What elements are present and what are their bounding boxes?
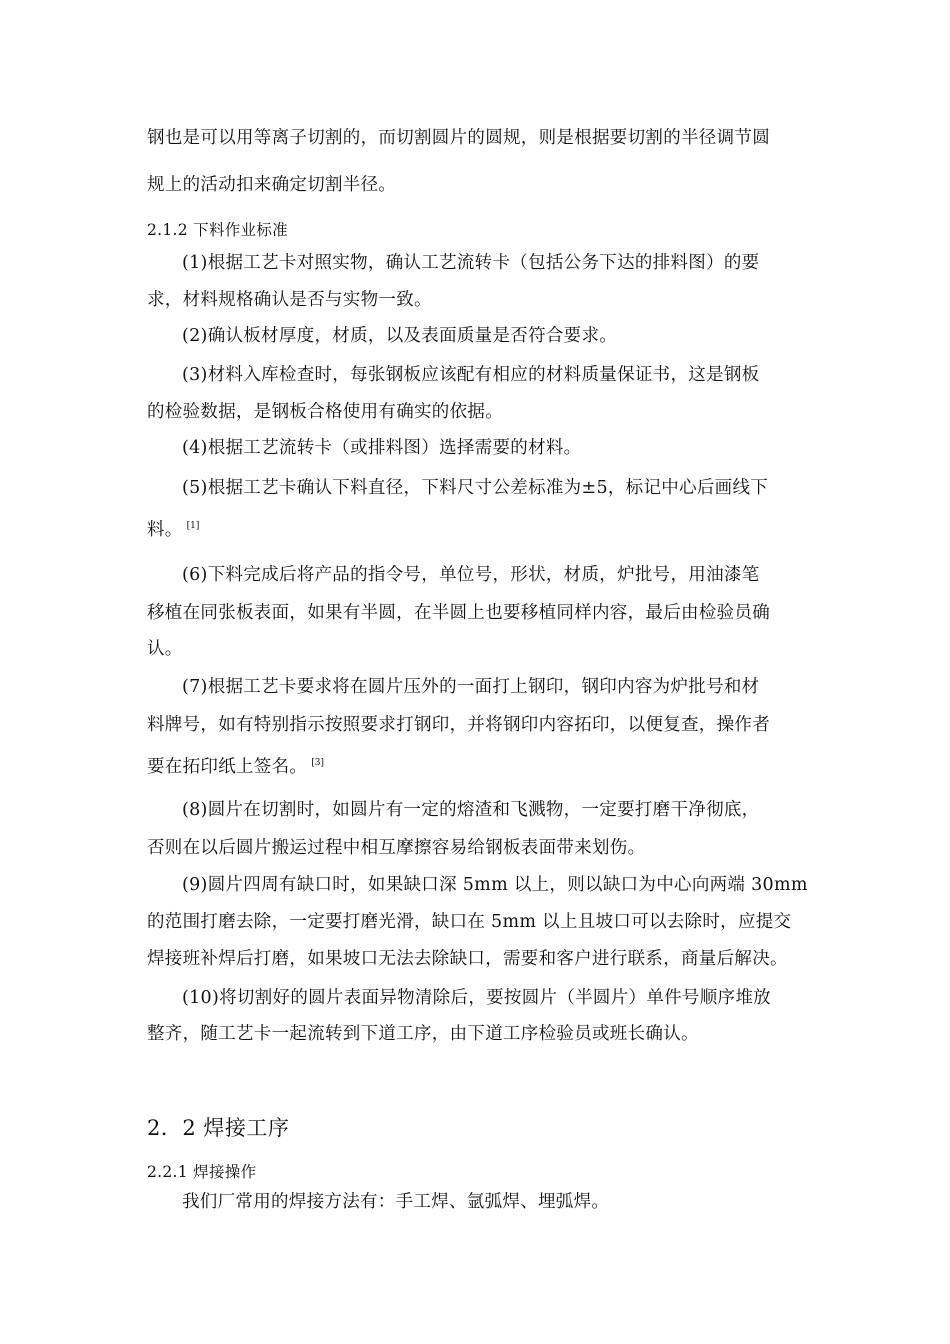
item-6-line-2: 移植在同张板表面，如果有半圆，在半圆上也要移植同样内容，最后由检验员确 [147,603,770,623]
item-2-line-1: (2)确认板材厚度，材质，以及表面质量是否符合要求。 [182,326,618,346]
item-7-text: 要在拓印纸上签名。 [147,757,308,777]
item-9-line-2: 的范围打磨去除，一定要打磨光滑，缺口在 5mm 以上且坡口可以去除时，应提交 [147,912,792,932]
section-heading-2-1-2: 2.1.2 下料作业标准 [147,221,288,239]
item-10-line-2: 整齐，随工艺卡一起流转到下道工序，由下道工序检验员或班长确认。 [147,1024,699,1044]
item-9-line-3: 焊接班补焊后打磨，如果坡口无法去除缺口，需要和客户进行联系，商量后解决。 [147,949,788,969]
citation-ref: [1] [186,521,200,532]
item-3-line-2: 的检验数据，是钢板合格使用有确实的依据。 [147,402,503,422]
item-5-line-1: (5)根据工艺卡确认下料直径，下料尺寸公差标准为±5，标记中心后画线下 [182,478,769,498]
item-9-line-1: (9)圆片四周有缺口时，如果缺口深 5mm 以上，则以缺口为中心向两端 30mm [182,875,808,895]
item-7-line-2: 料牌号，如有特别指示按照要求打钢印，并将钢印内容拓印，以便复查，操作者 [147,715,770,735]
citation-ref: [3] [311,758,324,769]
item-3-line-1: (3)材料入库检查时，每张钢板应该配有相应的材料质量保证书，这是钢板 [182,365,760,385]
welding-methods-paragraph: 我们厂常用的焊接方法有：手工焊、氩弧焊、埋弧焊。 [182,1192,610,1212]
item-10-line-1: (10)将切割好的圆片表面异物清除后，要按圆片（半圆片）单件号顺序堆放 [182,988,771,1008]
item-5-text: 料。 [147,520,183,540]
item-8-line-2: 否则在以后圆片搬运过程中相互摩擦容易给钢板表面带来划伤。 [147,838,646,858]
intro-line-1: 钢也是可以用等离子切割的，而切割圆片的圆规，则是根据要切割的半径调节圆 [147,128,770,148]
item-1-line-2: 求，材料规格确认是否与实物一致。 [147,290,432,310]
item-8-line-1: (8)圆片在切割时，如圆片有一定的熔渣和飞溅物，一定要打磨干净彻底， [182,800,760,820]
item-6-line-3: 认。 [147,639,183,659]
item-1-line-1: (1)根据工艺卡对照实物，确认工艺流转卡（包括公务下达的排料图）的要 [182,253,760,273]
item-4-line-1: (4)根据工艺流转卡（或排料图）选择需要的材料。 [182,438,582,458]
section-heading-2-2-1: 2.2.1 焊接操作 [147,1163,257,1181]
item-5-line-2 [147,522,199,540]
item-6-line-1: (6)下料完成后将产品的指令号，单位号，形状，材质，炉批号，用油漆笔 [182,565,760,585]
intro-line-2: 规上的活动扣来确定切割半径。 [147,175,397,195]
item-7-line-3 [147,759,324,777]
item-7-line-1: (7)根据工艺卡要求将在圆片压外的一面打上钢印，钢印内容为炉批号和材 [182,677,760,697]
section-heading-2-2: 2．2 焊接工序 [147,1116,290,1140]
